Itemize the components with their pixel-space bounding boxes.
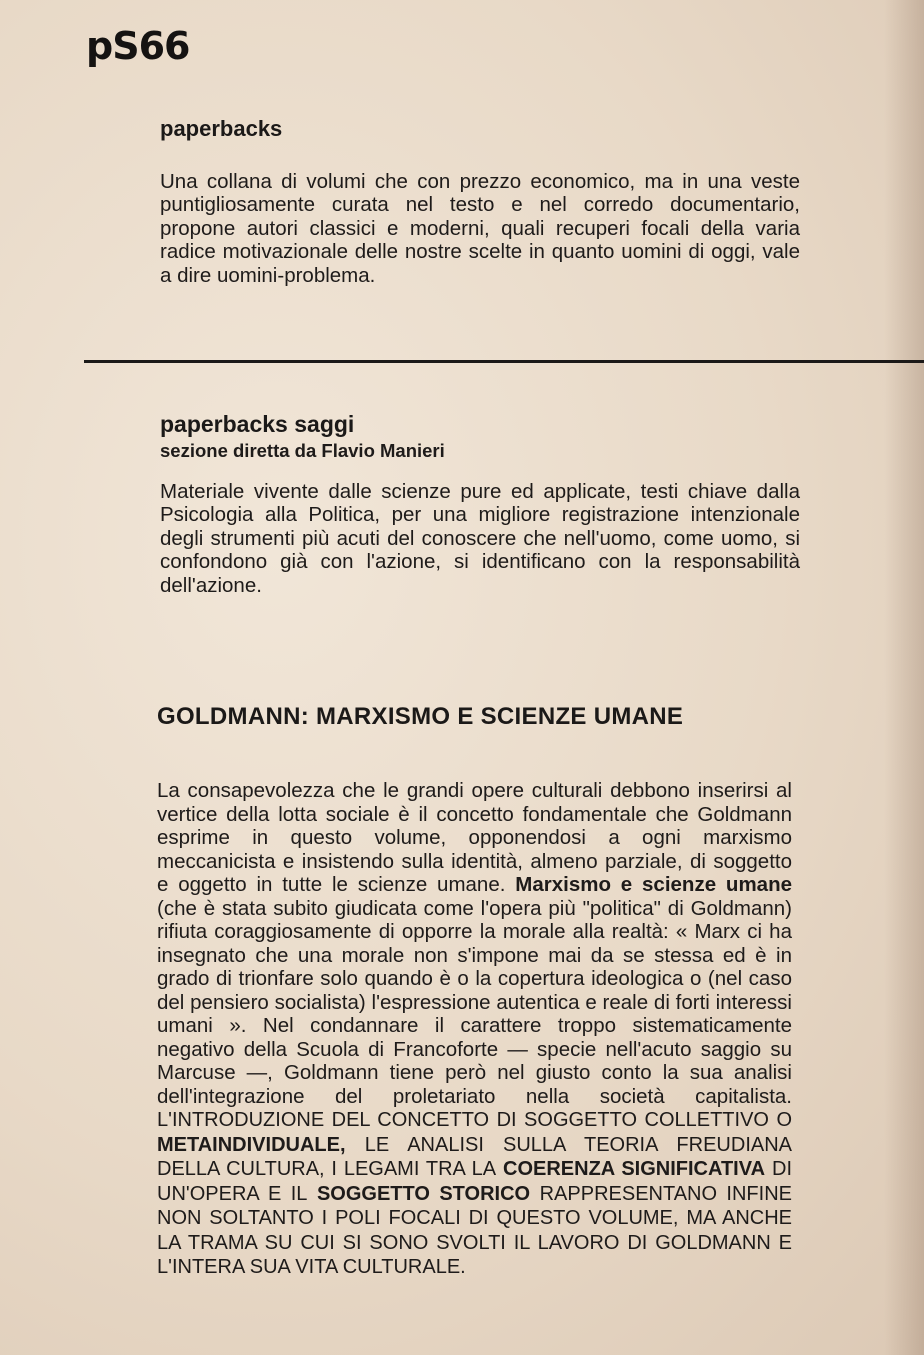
bold-caps-text: SOGGETTO STORICO (316, 1182, 531, 1205)
bold-caps-text: METAINDIVIDUALE, (157, 1133, 346, 1156)
section-paperbacks (160, 116, 800, 287)
body-text: La consapevolezza che le grandi opere culturali debbono inserirsi al vertice della lotta sociale è il concetto fondamentale che Goldmann esprime in questo volume, opponendosi a ogni marxismo meccanicista e insistendo sulla identità, almeno parziale, di soggetto e oggetto in tutte le scienze umane. (157, 779, 792, 896)
section-paperbacks-saggi (160, 411, 800, 597)
caps-text: L'INTRODUZIONE DEL CONCETTO DI SOGGETTO COLLETTIVO O (157, 1109, 792, 1131)
section-title: paperbacks saggi (160, 411, 355, 437)
section-subtitle: sezione diretta da Flavio Manieri (160, 440, 445, 461)
book-title: GOLDMANN: MARXISMO E SCIENZE UMANE (157, 703, 684, 730)
caps-text: RAPPRESENTANO INFINE NON SOLTANTO I POLI FOCALI DI QUESTO VOLUME, MA ANCHE LA TRAMA SU CUI SI SONO SVOLTI IL LAVORO DI GOLDMANN E L'INTERA SUA VITA CULTURALE. (157, 1182, 792, 1278)
series-logo: pS66 (86, 24, 190, 68)
section-goldmann (157, 703, 792, 1280)
caps-text: DI UN'OPERA E IL (157, 1158, 792, 1205)
page-edge-shadow (884, 0, 924, 1355)
body-text: (che è stata subito giudicata come l'opera più "politica" di Goldmann) rifiuta coraggiosamente di opporre la morale alla realtà: « Marx ci ha insegnato che una morale non s'impone mai da se stessa ed è in grado di trionfare solo quando è o la copertura ideologica o (nel caso del pensiero socialista) l'espressione autentica e reale di forti interessi umani ». Nel condannare il carattere troppo sistematicamente negativo della Scuola di Francoforte — specie nell'acuto saggio su Marcuse —, Goldmann tiene però nel giusto conto la sua analisi dell'integrazione del proletariato nella società capitalista. (157, 896, 792, 1108)
section-body: Una collana di volumi che con prezzo economico, ma in una veste puntigliosamente curata nel testo e nel corredo documentario, propone autori classici e moderni, quali recuperi focali della varia radice motivazionale delle nostre scelte in quanto uomini di oggi, vale a dire uomini-problema. (160, 170, 800, 287)
book-name-bold: Marxismo e scienze umane (515, 873, 792, 896)
bold-caps-text: COERENZA SIGNIFICATIVA (503, 1158, 766, 1180)
section-title: paperbacks (160, 116, 283, 141)
caps-text: LE ANALISI SULLA TEORIA FREUDIANA DELLA CULTURA, I LEGAMI TRA LA (157, 1133, 792, 1180)
divider-rule (84, 360, 924, 363)
book-description (157, 779, 792, 1280)
section-body: Materiale vivente dalle scienze pure ed applicate, testi chiave dalla Psicologia alla Politica, per una migliore registrazione intenzionale degli strumenti più acuti del conoscere che nell'uomo, come uomo, si confondono già con l'azione, si identificano con la responsabilità dell'azione. (160, 480, 800, 597)
